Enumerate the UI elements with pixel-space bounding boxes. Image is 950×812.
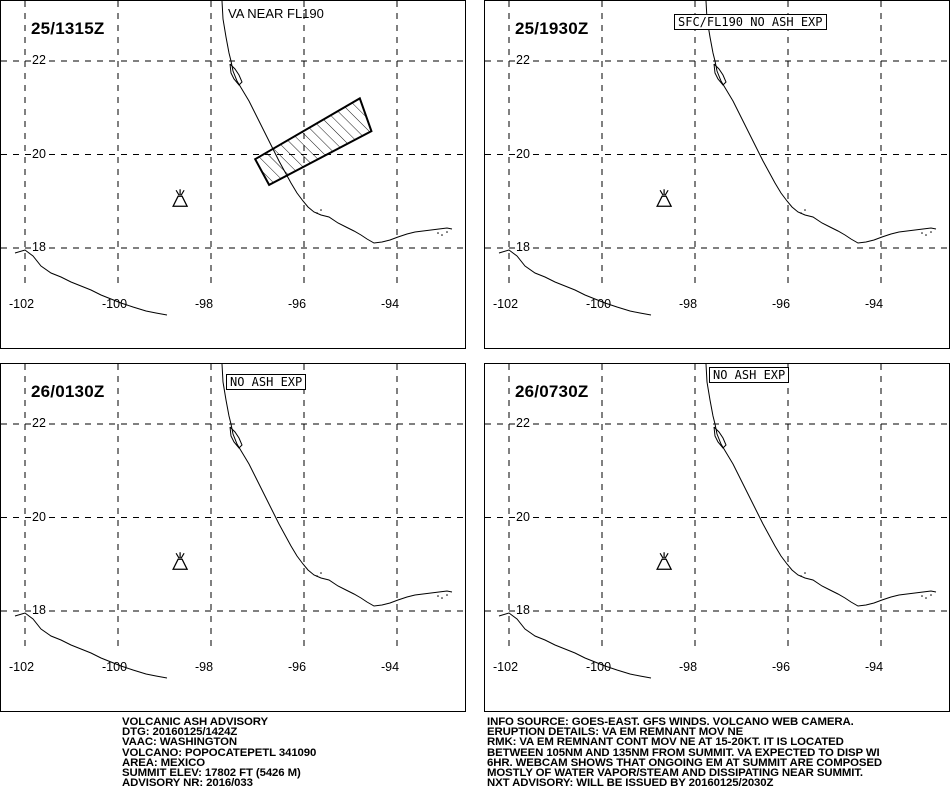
island-mark	[320, 572, 322, 574]
map-grid	[1, 1, 467, 289]
island-mark	[446, 594, 448, 596]
panel-ash-label: NO ASH EXP	[709, 367, 789, 383]
island-mark	[804, 209, 806, 211]
advisory-line: INFO SOURCE: GOES-EAST. GFS WINDS. VOLCANO WEB CAMERA.	[487, 716, 854, 728]
latitude-tick-label: 18	[32, 240, 46, 254]
advisory-line: VAAC: WASHINGTON	[122, 736, 238, 749]
latitude-tick-label: 18	[516, 603, 530, 617]
advisory-line: BETWEEN 105NM AND 135NM FROM SUMMIT. VA EXPECTED TO DISP WI	[487, 746, 880, 759]
advisory-line: 6HR. WEBCAM SHOWS THAT ONGOING EM AT SUMMIT ARE COMPOSED	[487, 756, 882, 769]
longitude-tick-label: -96	[772, 297, 791, 311]
longitude-tick-label: -94	[381, 297, 400, 311]
island-mark	[921, 232, 923, 234]
panel-time: 25/1315Z	[31, 19, 105, 38]
forecast-panel-4	[484, 363, 950, 712]
gulf-coastline	[706, 364, 936, 606]
map-grid	[1, 364, 467, 652]
island-mark	[921, 595, 923, 597]
advisory-line: ERUPTION DETAILS: VA EM REMNANT MOV NE	[487, 726, 744, 739]
pacific-coastline	[15, 613, 167, 678]
longitude-tick-label: -98	[679, 660, 698, 674]
map-grid	[485, 364, 950, 652]
gulf-coastline	[706, 1, 936, 243]
latitude-tick-label: 22	[516, 53, 530, 67]
advisory-line: AREA: MEXICO	[122, 756, 205, 769]
island-mark	[446, 231, 448, 233]
island-mark	[316, 575, 318, 577]
volcano-icon	[657, 189, 671, 206]
longitude-tick-label: -100	[586, 660, 612, 674]
longitude-tick-label: -100	[102, 297, 128, 311]
island-mark	[930, 231, 932, 233]
island-mark	[800, 212, 802, 214]
latitude-tick-label: 18	[32, 603, 46, 617]
advisory-line: SUMMIT ELEV: 17802 FT (5426 M)	[122, 766, 301, 779]
longitude-tick-label: -94	[865, 660, 884, 674]
volcano-icon	[657, 552, 671, 569]
island-mark	[316, 212, 318, 214]
panel-ash-label: NO ASH EXP	[226, 374, 306, 390]
advisory-line: MOSTLY OF WATER VAPOR/STEAM AND DISSIPATING NEAR SUMMIT.	[487, 766, 863, 779]
island-mark	[804, 572, 806, 574]
latitude-tick-label: 22	[32, 416, 46, 430]
advisory-line: VOLCANIC ASH ADVISORY	[122, 716, 268, 728]
latitude-tick-label: 20	[516, 146, 530, 161]
pacific-coastline	[499, 613, 651, 678]
island-mark	[441, 234, 443, 236]
island-mark	[930, 594, 932, 596]
island-mark	[320, 209, 322, 211]
advisory-line: VOLCANO: POPOCATEPETL 341090	[122, 746, 317, 759]
forecast-panel-1	[0, 0, 466, 349]
island-mark	[925, 234, 927, 236]
island-mark	[925, 597, 927, 599]
gulf-coastline	[222, 364, 452, 606]
advisory-line: RMK: VA EM REMNANT CONT MOV NE AT 15-20KT. IT IS LOCATED	[487, 736, 844, 749]
advisory-line: NXT ADVISORY: WILL BE ISSUED BY 20160125/2030Z	[487, 777, 774, 790]
island-mark	[441, 597, 443, 599]
longitude-tick-label: -102	[493, 297, 519, 311]
panel-ash-label: VA NEAR FL190	[228, 6, 324, 21]
longitude-tick-label: -96	[288, 297, 307, 311]
ash-cloud-polygon	[255, 98, 371, 184]
panel-time: 26/0130Z	[31, 382, 105, 401]
panel-ash-label: SFC/FL190 NO ASH EXP	[674, 14, 827, 30]
longitude-tick-label: -98	[195, 660, 214, 674]
latitude-tick-label: 20	[32, 509, 46, 524]
longitude-tick-label: -100	[586, 297, 612, 311]
pacific-coastline	[499, 250, 651, 315]
longitude-tick-label: -98	[195, 297, 214, 311]
island-mark	[800, 575, 802, 577]
latitude-tick-label: 18	[516, 240, 530, 254]
latitude-tick-label: 22	[32, 53, 46, 67]
longitude-tick-label: -96	[288, 660, 307, 674]
volcano-icon	[173, 189, 187, 206]
latitude-tick-label: 20	[516, 509, 530, 524]
latitude-tick-label: 20	[32, 146, 46, 161]
advisory-line: ADVISORY NR: 2016/033	[122, 777, 253, 790]
advisory-left-text	[122, 717, 316, 788]
panel-time: 26/0730Z	[515, 382, 589, 401]
longitude-tick-label: -94	[865, 297, 884, 311]
volcano-icon	[173, 552, 187, 569]
pacific-coastline	[15, 250, 167, 315]
longitude-tick-label: -102	[9, 297, 35, 311]
advisory-right-text	[487, 717, 882, 788]
latitude-tick-label: 22	[516, 416, 530, 430]
longitude-tick-label: -96	[772, 660, 791, 674]
longitude-tick-label: -102	[9, 660, 35, 674]
panel-time: 25/1930Z	[515, 19, 589, 38]
advisory-line: DTG: 20160125/1424Z	[122, 726, 238, 739]
longitude-tick-label: -100	[102, 660, 128, 674]
island-mark	[437, 232, 439, 234]
map-grid	[485, 1, 950, 289]
longitude-tick-label: -94	[381, 660, 400, 674]
island-mark	[437, 595, 439, 597]
longitude-tick-label: -102	[493, 660, 519, 674]
longitude-tick-label: -98	[679, 297, 698, 311]
forecast-panel-3	[0, 363, 466, 712]
forecast-panel-2	[484, 0, 950, 349]
